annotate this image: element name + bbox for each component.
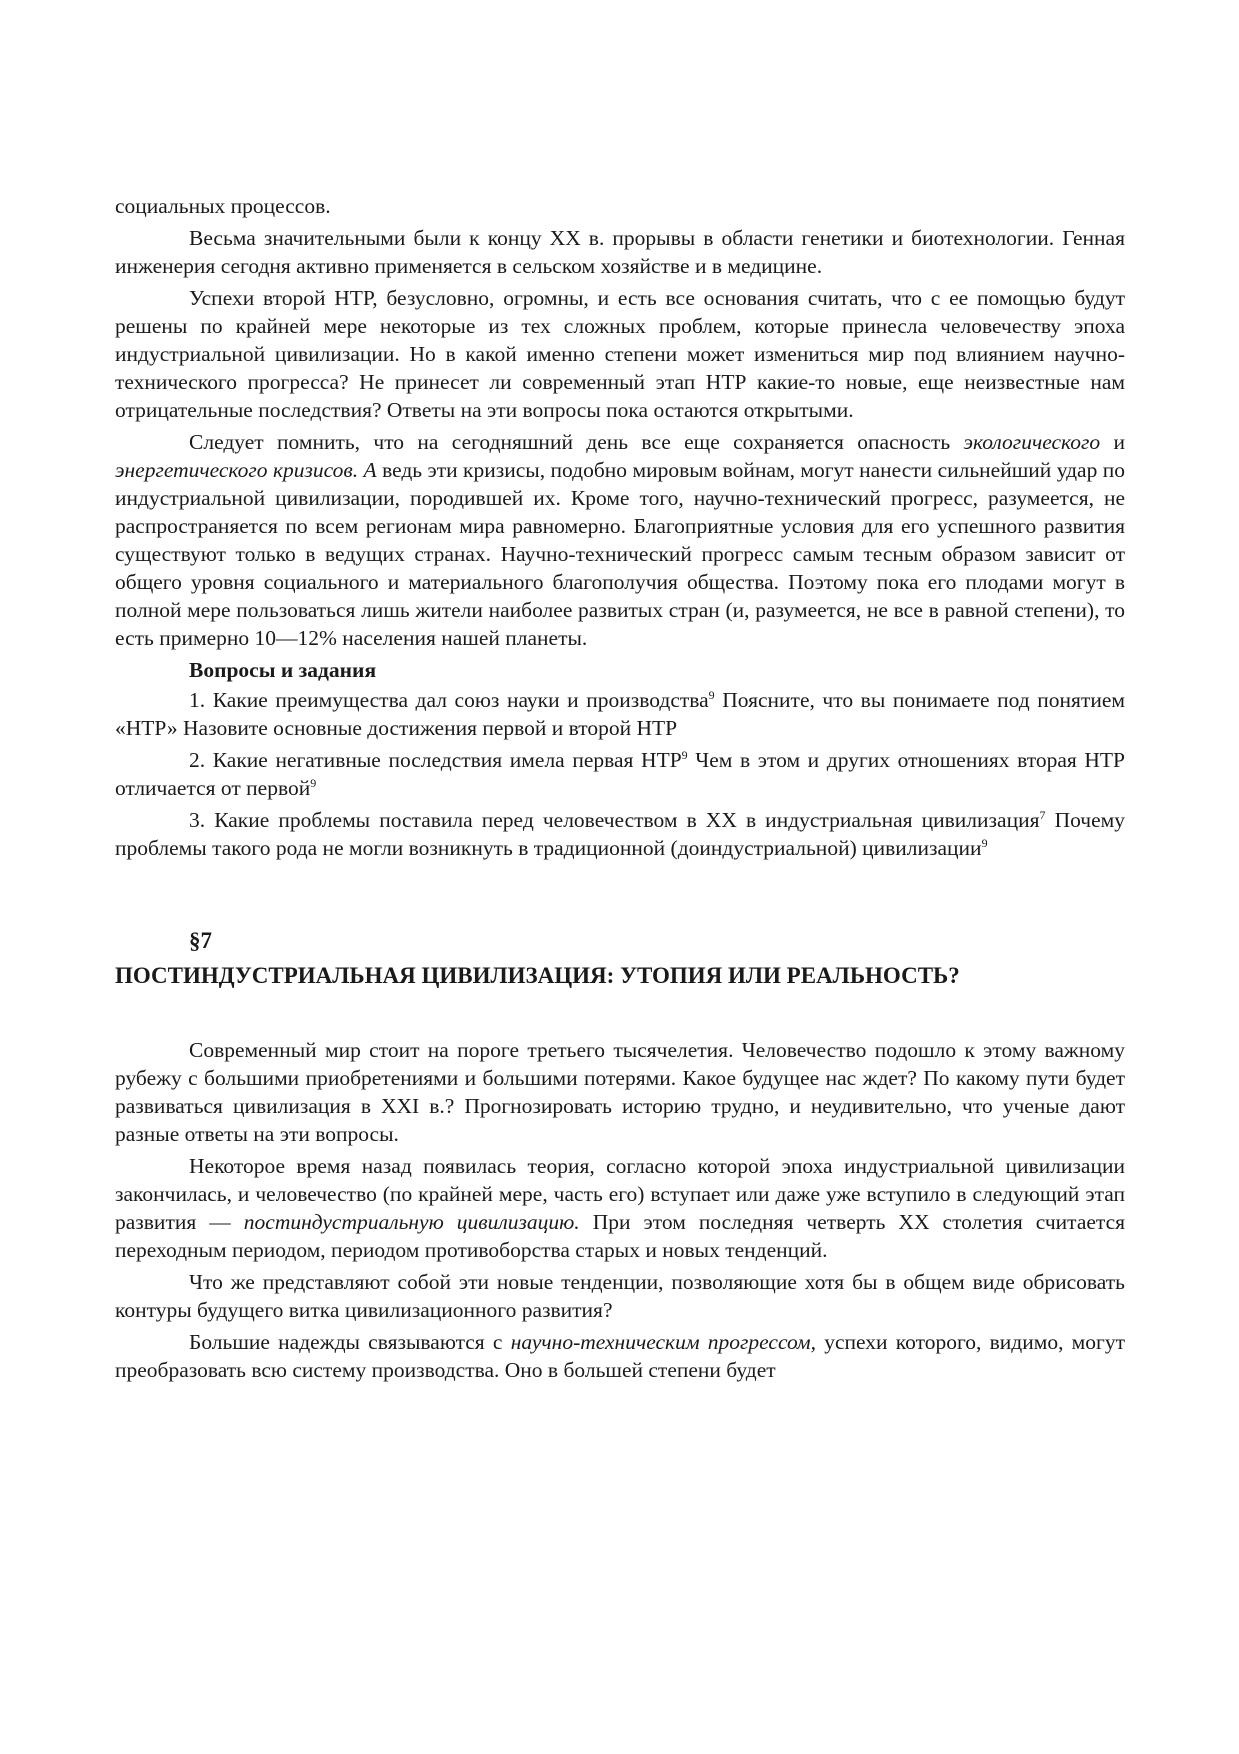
- footnote-mark: 9: [310, 775, 317, 790]
- text-run: 2. Какие негативные последствия имела первая НТР: [189, 748, 682, 772]
- text-run: Некоторое время назад появилась теория, согласно которой эпоха индустриальной цивилизации закончилась, и человечество (по крайней мере, часть его) вступает или даже уже вступило в следующий этап развития —: [115, 1154, 1125, 1234]
- footnote-mark: 9: [708, 687, 715, 702]
- question-3: [115, 806, 1125, 862]
- paragraph-crises: [115, 428, 1125, 652]
- questions-heading: Вопросы и задания: [189, 658, 377, 682]
- emphasis-text: постиндустриальную цивилизацию.: [243, 1210, 580, 1234]
- text-run: Поясните, что вы понимаете под понятием «НТР» Назовите основные достижения первой и второй НТР: [115, 688, 1125, 740]
- text-run: Чем в этом и других отношениях вторая НТР отличается от первой: [115, 748, 1125, 800]
- question-1: [115, 686, 1125, 742]
- section-number: §7: [189, 928, 212, 953]
- paragraph-new-tendencies: Что же представляют собой эти новые тенденции, позволяющие хотя бы в общем виде обрисовать контуры будущего витка цивилизационного развития?: [115, 1270, 1125, 1322]
- text-run: Следует помнить, что на сегодняшний день все еще сохраняется опасность: [189, 430, 964, 454]
- paragraph-hopes: [115, 1328, 1125, 1384]
- paragraph-second-ntr: Успехи второй НТР, безусловно, огромны, и есть все основания считать, что с ее помощью будут решены по крайней мере некоторые из тех сложных проблем, которые принесла человечеству эпоха индустриальной цивилизации. Но в какой именно степени может измениться мир под влиянием научно-технического прогресса? Не принесет ли современный этап НТР какие-то новые, еще неизвестные нам отрицательные последствия? Ответы на эти вопросы пока остаются открытыми.: [115, 286, 1125, 422]
- footnote-mark: 7: [1039, 807, 1046, 822]
- emphasis-text: научно-техническим прогрессом,: [510, 1330, 817, 1354]
- section-title: ПОСТИНДУСТРИАЛЬНАЯ ЦИВИЛИЗАЦИЯ: УТОПИЯ ИЛИ РЕАЛЬНОСТЬ?: [115, 963, 960, 988]
- paragraph-continuation: социальных процессов.: [115, 194, 331, 218]
- document-page: [115, 192, 1125, 1388]
- text-run: и: [1100, 430, 1125, 454]
- text-run: успехи которого, видимо, могут преобразовать всю систему производства. Оно в большей степени будет: [115, 1330, 1125, 1382]
- text-run: Почему проблемы такого рода не могли возникнуть в традиционной (доиндустриальной) цивилизации: [115, 808, 1126, 860]
- emphasis-text: энергетического кризисов. А: [115, 458, 377, 482]
- paragraph-modern-world: Современный мир стоит на пороге третьего тысячелетия. Человечество подошло к этому важному рубежу с большими приобретениями и большими потерями. Какое будущее нас ждет? По какому пути будет развиваться цивилизация в XXI в.? Прогнозировать историю трудно, и неудивительно, что ученые дают разные ответы на эти вопросы.: [115, 1038, 1125, 1146]
- text-run: При этом последняя четверть XX столетия считается переходным периодом, периодом противоборства старых и новых тенденций.: [115, 1210, 1125, 1262]
- question-2: [115, 746, 1125, 802]
- paragraph-genetics: Весьма значительными были к концу XX в. прорывы в области генетики и биотехнологии. Генная инженерия сегодня активно применяется в сельском хозяйстве и в медицине.: [115, 226, 1125, 278]
- footnote-mark: 9: [981, 835, 988, 850]
- paragraph-theory: [115, 1152, 1125, 1264]
- text-run: Большие надежды связываются с: [189, 1330, 511, 1354]
- text-run: ведь эти кризисы, подобно мировым войнам, могут нанести сильнейший удар по индустриальной цивилизации, породившей их. Кроме того, научно-технический прогресс, разумеется, не распространяется по всем регионам мира равномерно. Благоприятные условия для его успешного развития существуют только в ведущих странах. Научно-технический прогресс самым тесным образом зависит от общего уровня социального и материального благополучия общества. Поэтому пока его плодами могут в полной мере пользоваться лишь жители наиболее развитых стран (и, разумеется, не все в равной степени), то есть примерно 10—12% населения нашей планеты.: [115, 458, 1125, 650]
- text-run: 3. Какие проблемы поставила перед человечеством в XX в индустриальная цивилизация: [189, 808, 1040, 832]
- text-run: 1. Какие преимущества дал союз науки и производства: [189, 688, 709, 712]
- footnote-mark: 9: [681, 747, 688, 762]
- emphasis-text: экологического: [963, 430, 1101, 454]
